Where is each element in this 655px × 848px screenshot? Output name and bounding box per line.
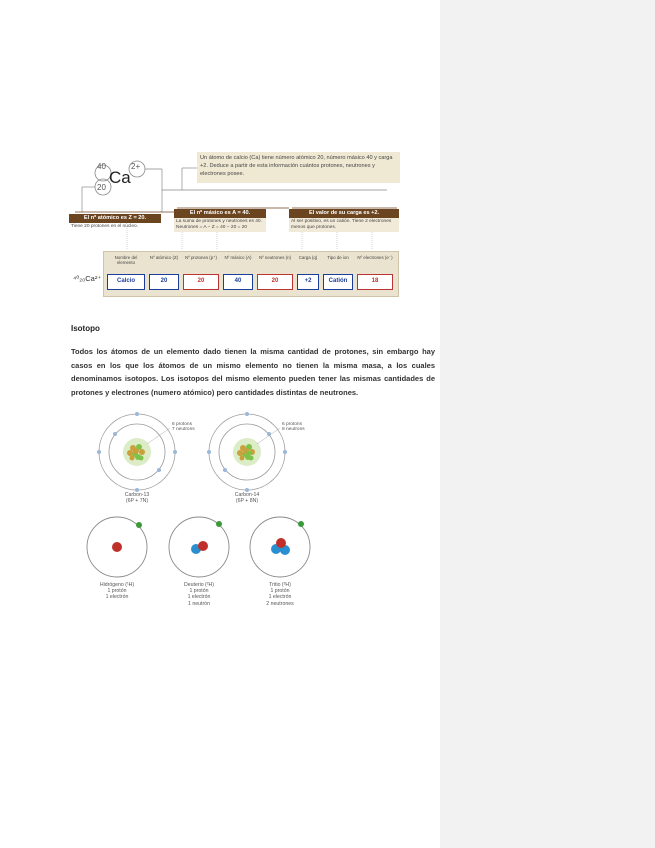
deuterium-caption bbox=[174, 582, 224, 607]
mass-number-text: La suma de protones y neutrones es 40. Neutrones = A − Z = 40 − 20 = 20 bbox=[174, 218, 266, 232]
hydrogen-1-atom bbox=[87, 517, 147, 577]
calcium-mass-number: 40 bbox=[97, 162, 106, 171]
caption-line: 1 protón bbox=[107, 588, 127, 595]
calcium-problem-statement: Un átomo de calcio (Ca) tiene número atómico 20, número másico 40 y carga +2. Deduce a partir de esta información cuántos protones, neutrones y electrones posee. bbox=[197, 152, 400, 183]
table-cell-mass-number: 40 bbox=[223, 274, 253, 290]
table-header: Nombre del elemento bbox=[114, 255, 138, 266]
table-cell-electrons: 18 bbox=[357, 274, 393, 290]
tritium-atom bbox=[250, 517, 310, 577]
table-cell-element-name: Calcio bbox=[107, 274, 145, 290]
table-header: Tipo de ion bbox=[327, 255, 349, 260]
table-header: Nº neutrones (n) bbox=[258, 255, 292, 260]
calcium-atomic-number: 20 bbox=[97, 183, 106, 192]
charge-heading: El valor de su carga es +2. bbox=[289, 209, 399, 218]
caption-line: Carbon-14 bbox=[234, 492, 260, 498]
table-cell-ion-type: Catión bbox=[323, 274, 353, 290]
hydrogen-1-caption bbox=[92, 582, 142, 601]
caption-line: (6P + 7N) bbox=[125, 498, 149, 505]
table-cell-neutrons: 20 bbox=[257, 274, 293, 290]
caption-line: Carbon-13 bbox=[124, 492, 150, 498]
tritium-caption bbox=[255, 582, 305, 607]
calcium-charge: 2+ bbox=[131, 162, 141, 171]
isotope-figure bbox=[75, 410, 365, 630]
nucleus-label-line: 6 protons bbox=[282, 422, 303, 427]
caption-line: Tritio (³H) bbox=[269, 582, 291, 588]
caption-line: 1 electrón bbox=[268, 594, 292, 601]
table-header: Nº atómico (Z) bbox=[149, 255, 179, 260]
carbon-13-caption bbox=[115, 492, 159, 504]
table-cell-protons: 20 bbox=[183, 274, 219, 290]
section-paragraph: Todos los átomos de un elemento dado tienen la misma cantidad de protones, sin embargo hay casos en los que los átomos de un mismo elemento no tienen la misma masa, a los cuales denominamos isotopos. Los isotopos del mismo elemento pueden tener las mismas cantidades de protones y electrones (numero atómico) pero cantidades distintas de neutrones. bbox=[71, 347, 435, 397]
caption-line: 1 protón bbox=[189, 588, 209, 595]
caption-line: 1 electrón bbox=[105, 594, 129, 601]
charge-text: Al ser positivo, es un catión. Tiene 2 electrones menos que protones. bbox=[289, 218, 399, 232]
table-cell-charge: +2 bbox=[297, 274, 319, 290]
calcium-symbol: Ca bbox=[109, 168, 131, 187]
table-header: Carga (q) bbox=[298, 255, 318, 260]
nucleus-label-line: 6 protons bbox=[172, 422, 193, 427]
table-header: Nº másico (A) bbox=[224, 255, 252, 260]
comments-pane bbox=[440, 0, 655, 848]
carbon-13-nucleus-label bbox=[172, 422, 195, 433]
atomic-number-heading: El nº atómico es Z = 20. bbox=[69, 214, 161, 223]
ion-notation: ⁴⁰₂₀Ca²⁺ bbox=[73, 274, 102, 283]
carbon-14-atom bbox=[207, 412, 287, 492]
nucleus-label-line: 7 neutrons bbox=[172, 427, 195, 433]
table-header: Nº electrones (e⁻) bbox=[357, 255, 393, 260]
mass-number-heading: El nº másico es A = 40. bbox=[174, 209, 266, 218]
caption-line: (6P + 8N) bbox=[235, 498, 259, 505]
carbon-14-caption bbox=[225, 492, 269, 504]
calcium-data-table bbox=[103, 251, 399, 297]
carbon-13-atom bbox=[97, 412, 177, 492]
deuterium-atom bbox=[169, 517, 229, 577]
caption-line: 2 neutrones bbox=[266, 600, 294, 607]
nucleus-label-line: 8 neutrons bbox=[282, 427, 305, 433]
caption-line: 1 protón bbox=[270, 588, 290, 595]
table-cell-atomic-number: 20 bbox=[149, 274, 179, 290]
section-heading: Isotopo bbox=[71, 324, 100, 333]
caption-line: 1 electrón bbox=[187, 594, 211, 601]
atomic-number-text: Tiene 20 protones en el núcleo. bbox=[71, 224, 139, 229]
caption-line: Hidrógeno (¹H) bbox=[99, 582, 135, 588]
caption-line: Deuterio (²H) bbox=[184, 582, 214, 588]
carbon-14-nucleus-label bbox=[282, 422, 305, 433]
calcium-figure bbox=[67, 150, 402, 300]
caption-line: 1 neutrón bbox=[188, 600, 210, 607]
table-header: Nº protones (p⁺) bbox=[185, 255, 217, 260]
